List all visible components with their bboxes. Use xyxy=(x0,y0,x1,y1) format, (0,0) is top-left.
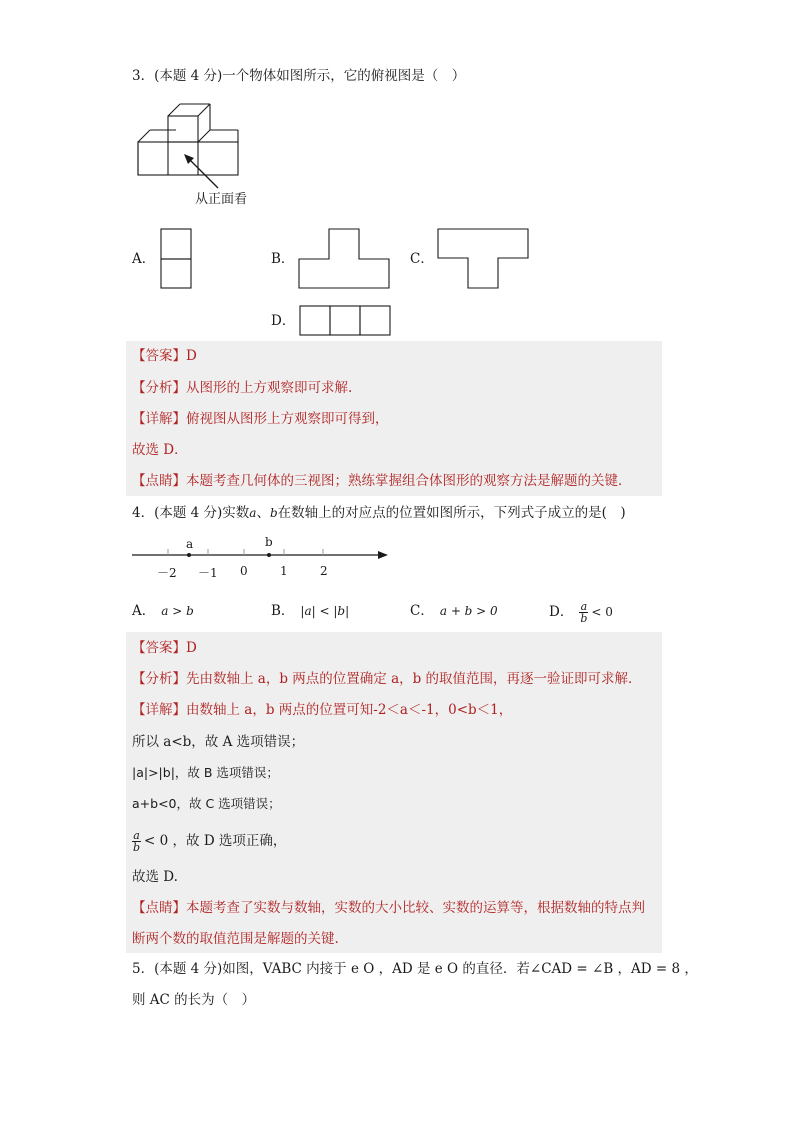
q3-option-a-label: A． xyxy=(132,251,156,267)
q3-stem: 3．(本题 4 分)一个物体如图所示，它的俯视图是（ ） xyxy=(132,68,466,84)
q4-separator: 、 xyxy=(256,505,270,521)
q4-var-b: b xyxy=(269,506,278,520)
q4-comment-line-2: 断两个数的取值范围是解题的关键. xyxy=(132,931,339,947)
q4-point-b-label: b xyxy=(265,535,273,549)
q4-tick-label: －1 xyxy=(198,566,218,580)
q3-option-d-label: D． xyxy=(271,313,296,329)
q3-option-a-figure xyxy=(160,228,192,290)
q4-option-d: D． $\frac{a}{b}$ < 0 xyxy=(549,600,613,625)
q4-option-d-fraction: $\frac{a}{b}$ xyxy=(580,600,588,625)
q3-option-b-label: B． xyxy=(271,251,295,267)
q4-line-2: |a|>|b|，故 B 选项错误； xyxy=(132,765,279,780)
q3-conclusion: 故选 D． xyxy=(132,442,188,458)
q3-analysis: 【分析】从图形的上方观察即可求解. xyxy=(132,380,353,396)
q4-answer: 【答案】D xyxy=(132,640,197,656)
q4-line-4-fraction: $\frac{a}{b}$ xyxy=(133,829,141,854)
q3-figure-label: 从正面看 xyxy=(195,192,248,207)
q4-line-3: a+b<0，故 C 选项错误； xyxy=(132,796,281,811)
q3-option-b-figure xyxy=(298,228,392,290)
q4-tick-label: 0 xyxy=(240,564,248,578)
q3-option-d-figure xyxy=(299,305,393,337)
q4-line-4: $\frac{a}{b}$ < 0 ，故 D 选项正确， xyxy=(133,829,287,854)
q4-conclusion: 故选 D. xyxy=(132,869,178,885)
q3-answer: 【答案】D xyxy=(132,348,197,364)
q3-comment: 【点睛】本题考查几何体的三视图；熟练掌握组合体图形的观察方法是解题的关键． xyxy=(132,473,632,489)
q4-tick-label: 2 xyxy=(320,564,328,578)
q4-option-c: C． a + b > 0 xyxy=(410,603,498,619)
q4-stem-part-2: 在数轴上的对应点的位置如图所示，下列式子成立的是( ) xyxy=(277,505,626,521)
q4-tick-label: －2 xyxy=(157,566,177,580)
q4-line-1: 所以 a<b，故 A 选项错误； xyxy=(132,734,305,750)
q5-stem-line-1: 5．(本题 4 分)如图，VABC 内接于 e O ，AD 是 e O 的直径．若∠CAD = ∠B ，AD = 8 ， xyxy=(132,961,698,977)
q3-option-c-figure xyxy=(437,228,531,290)
q4-tick-label: 1 xyxy=(280,564,288,578)
q3-detail: 【详解】俯视图从图形上方观察即可得到， xyxy=(132,411,389,427)
q4-analysis: 【分析】先由数轴上 a，b 两点的位置确定 a，b 的取值范围，再逐一验证即可求解． xyxy=(132,671,642,687)
q4-comment-line-1: 【点睛】本题考查了实数与数轴，实数的大小比较、实数的运算等，根据数轴的特点判 xyxy=(132,900,645,916)
q4-option-a: A． a > b xyxy=(132,603,194,619)
q4-stem-part-1: 4．(本题 4 分)实数 xyxy=(132,505,250,521)
q4-detail: 【详解】由数轴上 a，b 两点的位置可知-2＜a＜-1，0<b＜1， xyxy=(132,702,513,718)
q4-stem xyxy=(132,503,626,523)
q4-point-a-label: a xyxy=(186,537,194,551)
q5-stem-line-2: 则 AC 的长为（ ） xyxy=(132,992,256,1008)
q4-option-b: B． |a| < |b| xyxy=(271,603,350,619)
q3-option-c-label: C． xyxy=(410,251,434,267)
q4-var-a: a xyxy=(249,506,257,520)
